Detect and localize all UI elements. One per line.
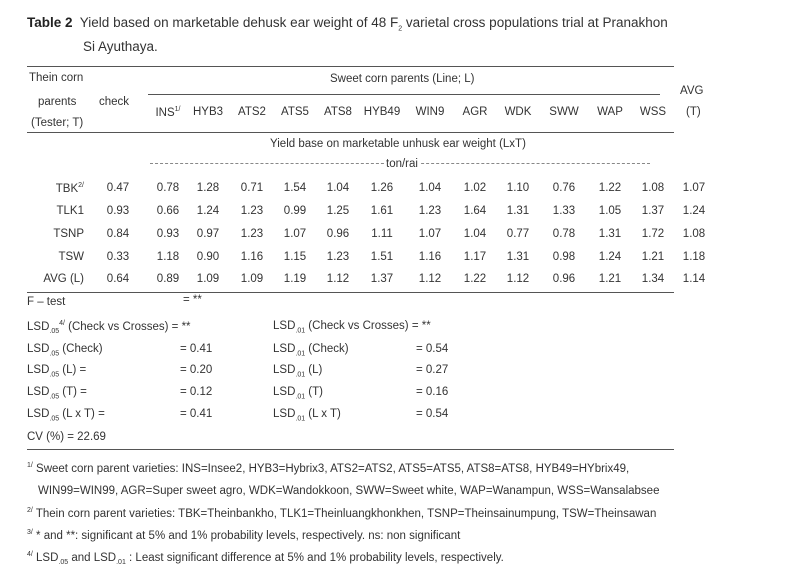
column-header-4: ATS8 [324,106,352,118]
table-cell: 1.72 [641,228,665,240]
table-cell: 0.93 [156,228,180,240]
column-header-9: SWW [549,106,579,118]
lsd01-l [273,364,322,378]
caption-label: Table 2 [27,15,73,30]
lsd05-check [27,343,103,357]
avg-cell: 1.24 [682,205,706,217]
lsd-text: (T) = [59,386,87,398]
footnote-3 [27,529,460,542]
table-cell: 1.10 [506,182,530,194]
table-cell: 1.15 [283,251,307,263]
lsd-sub: .05 [49,328,60,336]
avg-cell: 1.14 [682,273,706,285]
avg-header-1: AVG [680,85,704,97]
table-cell: 1.02 [463,182,487,194]
row-label-footnote-marker: 2/ [78,182,84,189]
table-cell: 0.76 [552,182,576,194]
column-header-1: HYB3 [192,106,224,118]
lsd-sup: 4/ [59,320,65,327]
table-cell: 0.97 [196,228,220,240]
table-bottom-rule [27,292,674,293]
table-cell: 1.33 [552,205,576,217]
yield-label: Yield base on marketable unhusk ear weight (LxT) [270,138,526,150]
table-cell: 1.22 [463,273,487,285]
table-cell: 1.12 [418,273,442,285]
column-header-3: ATS5 [281,106,309,118]
lsd-label: LSD [27,386,50,398]
column-header-0: $INS^{1/}$ [155,106,181,119]
check-cell: 0.33 [106,251,130,263]
check-header: check [99,96,130,108]
lsd-sub: .05 [49,371,60,379]
row-label [0,251,84,263]
table-cell: 1.04 [463,228,487,240]
table-cell: 1.23 [326,251,350,263]
lsd-text: (Check) [59,343,103,355]
lsd-sub: .01 [295,415,306,423]
table-cell: 1.16 [418,251,442,263]
table-cell: 1.37 [641,205,665,217]
lsd-text: (T) [305,386,323,398]
lsd05-t-value: = 0.12 [180,386,213,398]
tester-header-1: Thein corn [29,72,84,84]
lsd05-l-value: = 0.20 [180,364,213,376]
lsd05-t [27,386,87,400]
check-cell: 0.93 [106,205,130,217]
footnote-1-cont: WIN99=WIN99, AGR=Super sweet agro, WDK=Wandokkoon, SWW=Sweet white, WAP=Wanampun, WSS=Wansalabsee [38,485,660,497]
column-header-2: ATS2 [238,106,266,118]
footnote-sub: .05 [58,559,69,567]
lsd-text: (Check vs Crosses) = ** [305,320,431,332]
caption-subscript: 2 [398,25,403,33]
check-cell: 0.47 [106,182,130,194]
table-cell: 1.12 [506,273,530,285]
row-label-text: TSW [58,251,84,263]
row-label [0,182,84,195]
table-cell: 1.31 [598,228,622,240]
lsd-sub: .05 [49,393,60,401]
lsd-text: (L x T) [305,408,341,420]
line-group-rule [148,94,660,95]
table-cell: 1.37 [370,273,394,285]
table-cell: 1.31 [506,205,530,217]
lsd05-lxt [27,408,105,422]
footnote-text: * and **: significant at 5% and 1% probability levels, respectively. ns: non significant [32,529,461,542]
lsd01-t-value: = 0.16 [416,386,449,398]
row-label [0,228,84,240]
lsd05-l [27,364,86,378]
cv-value: CV (%) = 22.69 [27,431,106,443]
avg-cell: 1.08 [682,228,706,240]
footnote-text: : Least significant difference at 5% and 1% probability levels, respectively. [125,551,504,564]
column-header-6: WIN9 [415,106,445,118]
column-header-8: WDK [504,106,532,118]
table-cell: 0.98 [552,251,576,263]
table-cell: 1.19 [283,273,307,285]
lsd01-l-value: = 0.27 [416,364,449,376]
table-cell: 0.66 [156,205,180,217]
table-cell: 1.21 [598,273,622,285]
lsd-label: LSD [273,364,296,376]
caption-text: Yield based on marketable dehusk ear weight of 48 F [79,15,399,30]
lsd05-lxt-value: = 0.41 [180,408,213,420]
column-header-10: WAP [597,106,623,118]
table-cell: 0.96 [326,228,350,240]
table-cell: 0.90 [196,251,220,263]
check-cell: 0.64 [106,273,130,285]
footnote-text: Sweet corn parent varieties: INS=Insee2, HYB3=Hybrix3, ATS2=ATS2, ATS5=ATS5, ATS8=ATS8, HYB49=HYbrix49, [32,462,630,475]
table-cell: 0.77 [506,228,530,240]
footnote-text: and LSD [68,551,117,564]
lsd-sub: .01 [295,393,306,401]
row-label-text: TSNP [53,228,84,240]
lsd-label: LSD [273,320,296,332]
lsd-label: LSD [273,343,296,355]
column-header-11: WSS [639,106,667,118]
lsd-sub: .01 [295,350,306,358]
footnote-4 [27,551,504,566]
table-cell: 0.89 [156,273,180,285]
table-cell: 1.61 [370,205,394,217]
footnote-marker: 3/ [27,529,33,536]
lsd-text: (L) = [59,364,87,376]
footnote-text: LSD [32,551,59,564]
table-cell: 1.26 [370,182,394,194]
table-cell: 1.25 [326,205,350,217]
avg-cell: 1.07 [682,182,706,194]
row-label-text: TLK1 [56,205,84,217]
table-cell: 1.09 [196,273,220,285]
row-label [0,205,84,217]
row-label [0,273,84,285]
lsd-label: LSD [27,320,50,333]
tester-header-2: parents [38,96,77,108]
table-cell: 1.34 [641,273,665,285]
lsd05-check-value: = 0.41 [180,343,213,355]
table-cell: 1.16 [240,251,264,263]
table-cell: 1.51 [370,251,394,263]
footnote-2 [27,507,656,520]
table-cell: 1.12 [326,273,350,285]
footnote-1 [27,462,629,475]
table-cell: 1.05 [598,205,622,217]
table-cell: 1.04 [326,182,350,194]
table-cell: 1.22 [598,182,622,194]
lsd-sub: .01 [295,371,306,379]
avg-header-2: (T) [686,106,701,118]
header-rule [27,132,674,133]
lsd01-lxt [273,408,341,422]
table-cell: 1.23 [240,205,264,217]
lsd-text: (L x T) = [59,408,105,420]
table-cell: 0.78 [552,228,576,240]
lsd01-check [273,343,349,357]
caption-text-2: varietal cross populations trial at Pranakhon [402,15,668,30]
lsd-label: LSD [273,386,296,398]
column-header-7: AGR [462,106,488,118]
footnote-marker: 2/ [27,507,33,514]
table-cell: 1.24 [598,251,622,263]
caption-line-2: Si Ayuthaya. [83,39,158,54]
tester-header-3: (Tester; T) [31,117,84,129]
footnote-marker: 4/ [27,551,33,558]
lsd05-check-vs-crosses [27,320,191,335]
table-cell: 1.21 [641,251,665,263]
table-cell: 1.31 [506,251,530,263]
lsd-label: LSD [27,343,50,355]
table-cell: 1.07 [418,228,442,240]
lsd-sub: .05 [49,415,60,423]
lsd01-lxt-value: = 0.54 [416,408,449,420]
column-header-footnote-marker: 1/ [174,106,181,113]
ftest-label: F – test [27,296,66,308]
lsd01-check-vs-crosses [273,320,431,334]
table-cell: 0.71 [240,182,264,194]
lsd01-check-value: = 0.54 [416,343,449,355]
table-cell: 1.64 [463,205,487,217]
lsd-text: (Check vs Crosses) = ** [64,320,191,333]
table-cell: 1.23 [418,205,442,217]
lsd-label: LSD [273,408,296,420]
table-cell: 1.28 [196,182,220,194]
ftest-value: = ** [183,294,202,306]
row-label-text: AVG (L) [43,273,84,285]
lsd-label: LSD [27,408,50,420]
table-cell: 1.09 [240,273,264,285]
lsd-sub: .01 [295,327,306,335]
table-top-rule [27,66,674,67]
unit-label: ton/rai [386,158,418,170]
footnote-sub: .01 [116,559,126,567]
table-caption [27,15,668,33]
table-cell: 1.17 [463,251,487,263]
table-cell: 1.54 [283,182,307,194]
table-cell: 1.08 [641,182,665,194]
line-group-header: Sweet corn parents (Line; L) [330,73,475,85]
table-cell: 1.18 [156,251,180,263]
row-label-text: TBK [55,182,79,195]
check-cell: 0.84 [106,228,130,240]
footnote-marker: 1/ [27,462,33,469]
table-cell: 0.99 [283,205,307,217]
lsd01-t [273,386,323,400]
table-cell: 1.11 [371,228,393,240]
lsd-sub: .05 [49,350,60,358]
table-cell: 1.04 [418,182,442,194]
lsd-text: (L) [305,364,323,376]
table-cell: 0.78 [156,182,180,194]
lsd-label: LSD [27,364,50,376]
avg-cell: 1.18 [682,251,706,263]
footnote-text: Thein corn parent varieties: TBK=Theinbankho, TLK1=Theinluangkhonkhen, TSNP=Theinsainumpung, TSW=Theinsawan [32,507,657,520]
lsd-text: (Check) [305,343,349,355]
table-cell: 1.07 [283,228,307,240]
table-cell: 0.96 [552,273,576,285]
table-cell: 1.23 [240,228,264,240]
table-cell: 1.24 [196,205,220,217]
stats-bottom-rule [27,449,674,450]
column-header-5: HYB49 [363,106,401,118]
